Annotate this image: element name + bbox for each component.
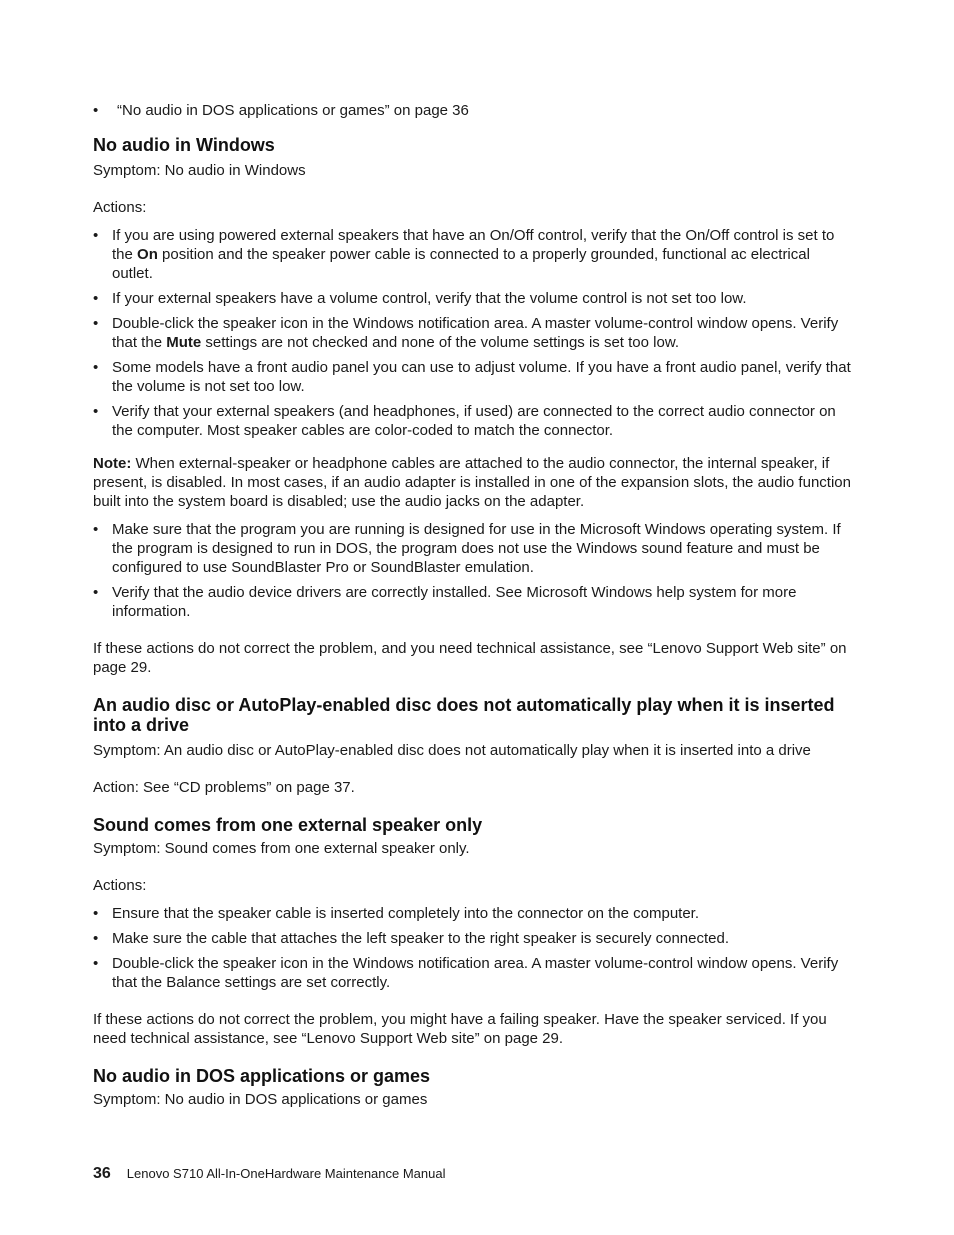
- closing-paragraph: If these actions do not correct the problem, you might have a failing speaker. Have the speaker serviced. If you need technical assistance, see “Lenovo Support Web site” on page 29.: [93, 1011, 827, 1047]
- closing-paragraph: If these actions do not correct the problem, and you need technical assistance, see “Lenovo Support Web site” on page 29.: [93, 640, 847, 676]
- related-topics-list: [93, 101, 853, 120]
- list-item: • Make sure the cable that attaches the left speaker to the right speaker is securely connected.: [93, 929, 853, 948]
- note-paragraph: Note: When external-speaker or headphone cables are attached to the audio connector, the internal speaker, if present, is disabled. In most cases, if an audio adapter is installed in one of the expansion slots, the audio function built into the system board is disabled; use the audio jacks on the adapter.: [93, 455, 851, 510]
- list-item: • “No audio in DOS applications or games” on page 36: [93, 101, 853, 120]
- action-text: Action: See “CD problems” on page 37.: [93, 779, 355, 796]
- list-item: • Verify that your external speakers (and headphones, if used) are connected to the correct audio connector on the computer. Most speaker cables are color-coded to match the connector.: [93, 402, 853, 440]
- symptom-text: Symptom: No audio in DOS applications or games: [93, 1091, 428, 1108]
- section-heading-one-speaker: Sound comes from one external speaker only: [93, 815, 483, 835]
- page-footer: [93, 1165, 446, 1183]
- section-heading-dos-audio: No audio in DOS applications or games: [93, 1066, 431, 1086]
- list-item: • Make sure that the program you are running is designed for use in the Microsoft Windows operating system. If the program is designed to run in DOS, the program does not use the Windows sound feature and must be configured to use SoundBlaster Pro or SoundBlaster emulation.: [93, 520, 853, 577]
- document-page: [93, 101, 853, 1109]
- page-number: 36: [93, 1165, 111, 1182]
- symptom-text: Symptom: Sound comes from one external speaker only.: [93, 840, 470, 857]
- symptom-text: Symptom: No audio in Windows: [93, 162, 306, 179]
- list-item: • Some models have a front audio panel you can use to adjust volume. If you have a front audio panel, verify that the volume is not set too low.: [93, 358, 853, 396]
- symptom-text: Symptom: An audio disc or AutoPlay-enabled disc does not automatically play when it is inserted into a drive: [93, 742, 811, 759]
- actions-list: [93, 904, 853, 992]
- actions-list: [93, 520, 853, 621]
- actions-label: Actions:: [93, 877, 147, 894]
- section-heading-autoplay: An audio disc or AutoPlay-enabled disc does not automatically play when it is inserted into a drive: [93, 695, 835, 735]
- manual-title: Lenovo S710 All-In-OneHardware Maintenance Manual: [126, 1166, 446, 1181]
- section-heading-no-audio-windows: No audio in Windows: [93, 135, 275, 155]
- list-item: • Double-click the speaker icon in the Windows notification area. A master volume-control window opens. Verify that the Mute settings are not checked and none of the volume settings is set too low.: [93, 314, 853, 352]
- list-item: • Ensure that the speaker cable is inserted completely into the connector on the computer.: [93, 904, 853, 923]
- actions-label: Actions:: [93, 199, 147, 216]
- list-item: • If your external speakers have a volume control, verify that the volume control is not set too low.: [93, 289, 853, 308]
- list-item: • Double-click the speaker icon in the Windows notification area. A master volume-control window opens. Verify that the Balance settings are set correctly.: [93, 954, 853, 992]
- list-item: • Verify that the audio device drivers are correctly installed. See Microsoft Windows help system for more information.: [93, 583, 853, 621]
- actions-list: [93, 226, 853, 440]
- list-item: • If you are using powered external speakers that have an On/Off control, verify that the On/Off control is set to the On position and the speaker power cable is connected to a properly grounded, functional ac electrical outlet.: [93, 226, 853, 283]
